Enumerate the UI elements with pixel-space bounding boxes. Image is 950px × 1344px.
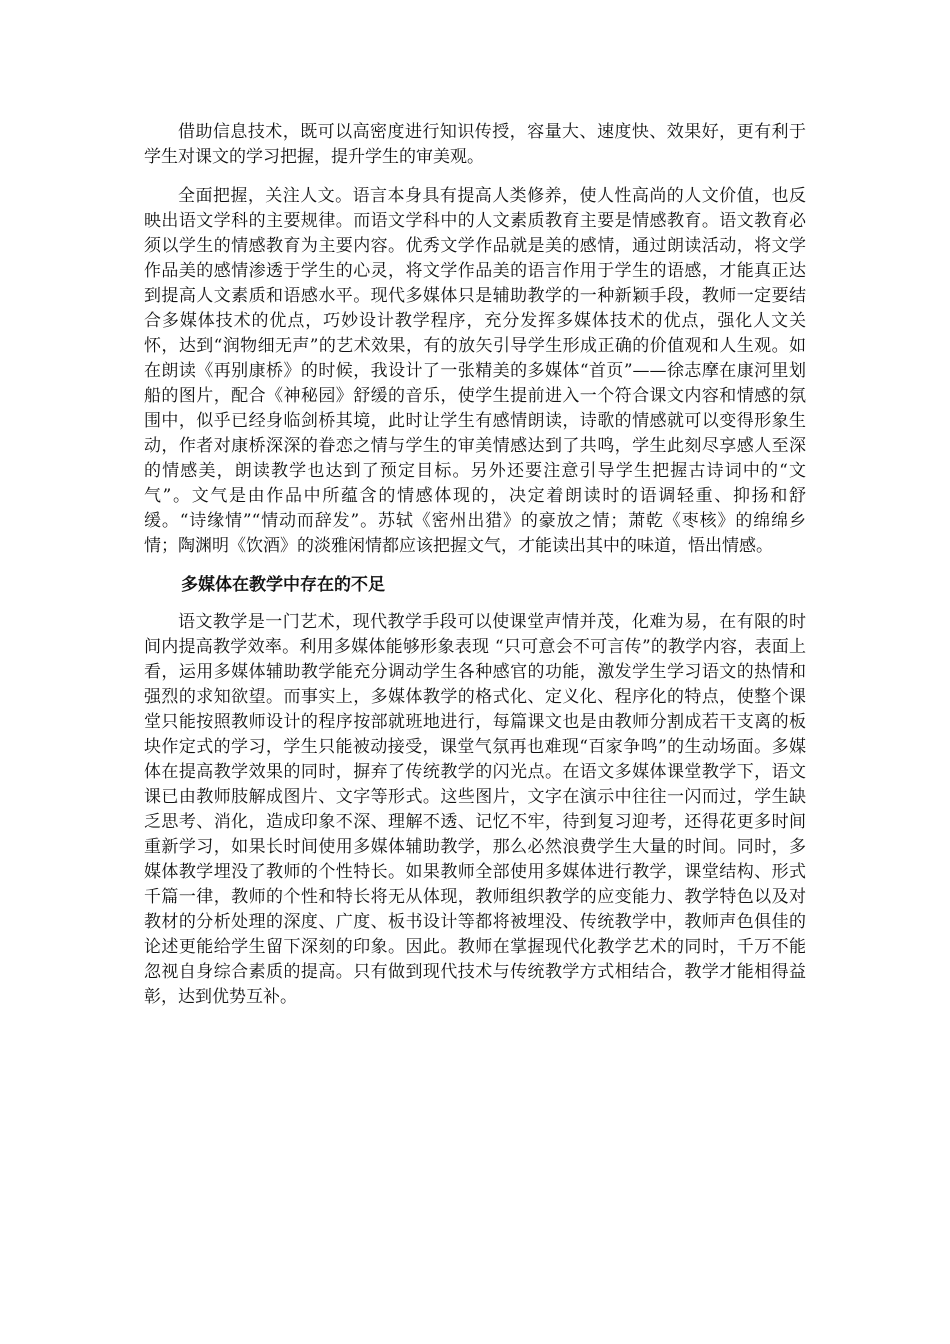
section-heading: 多媒体在教学中存在的不足: [181, 575, 385, 595]
document-page: [144, 120, 806, 1024]
paragraph-info-tech: 借助信息技术，既可以高密度进行知识传授，容量大、速度快、效果好，更有利于学生对课文的学习把握，提升学生的审美观。: [144, 122, 806, 167]
paragraph-humanities: 全面把握，关注人文。语言本身具有提高人类修养，使人性高尚的人文价值，也反映出语文学科的主要规律。而语文学科中的人文素质教育主要是情感教育。语文教育必须以学生的情感教育为主要内容。优秀文学作品就是美的感情，通过朗读活动，将文学作品美的感情渗透于学生的心灵，将文学作品美的语言作用于学生的语感，才能真正达到提高人文素质和语感水平。现代多媒体只是辅助教学的一种新颖手段，教师一定要结合多媒体技术的优点，巧妙设计教学程序，充分发挥多媒体技术的优点，强化人文关怀，达到“润物细无声”的艺术效果，有的放矢引导学生形成正确的价值观和人生观。如在朗读《再别康桥》的时候，我设计了一张精美的多媒体“首页”——徐志摩在康河里划船的图片，配合《神秘园》舒缓的音乐，使学生提前进入一个符合课文内容和情感的氛围中，似乎已经身临剑桥其境，此时让学生有感情朗读，诗歌的情感就可以变得形象生动，作者对康桥深深的眷恋之情与学生的审美情感达到了共鸣，学生此刻尽享感人至深的情感美，朗读教学也达到了预定目标。另外还要注意引导学生把握古诗词中的“文气”。文气是由作品中所蕴含的情感体现的，决定着朗读时的语调轻重、抑扬和舒缓。“诗缘情”“情动而辞发”。苏轼《密州出猎》的豪放之情；萧乾《枣核》的绵绵乡情；陶渊明《饮酒》的淡雅闲情都应该把握文气，才能读出其中的味道，悟出情感。: [144, 186, 806, 556]
paragraph-shortcomings: 语文教学是一门艺术，现代教学手段可以使课堂声情并茂，化难为易，在有限的时间内提高教学效率。利用多媒体能够形象表现 “只可意会不可言传”的教学内容，表面上看，运用多媒体辅助教学能充分调动学生各种感官的功能，激发学生学习语文的热情和强烈的求知欲望。而事实上，多媒体教学的格式化、定义化、程序化的特点，使整个课堂只能按照教师设计的程序按部就班地进行，每篇课文也是由教师分割成若干支离的板块作定式的学习，学生只能被动接受，课堂气氛再也难现“百家争鸣”的生动场面。多媒体在提高教学效果的同时，摒弃了传统教学的闪光点。在语文多媒体课堂教学下，语文课已由教师肢解成图片、文字等形式。这些图片，文字在演示中往往一闪而过，学生缺乏思考、消化，造成印象不深、理解不透、记忆不牢，待到复习迎考，还得花更多时间重新学习，如果长时间使用多媒体辅助教学，那么必然浪费学生大量的时间。同时，多媒体教学埋没了教师的个性特长。如果教师全部使用多媒体进行教学，课堂结构、形式千篇一律，教师的个性和特长将无从体现，教师组织教学的应变能力、教学特色以及对教材的分析处理的深度、广度、板书设计等都将被埋没、传统教学中，教师声色俱佳的论述更能给学生留下深刻的印象。因此。教师在掌握现代化教学艺术的同时，千万不能忽视自身综合素质的提高。只有做到现代技术与传统教学方式相结合，教学才能相得益彰，达到优势互补。: [144, 612, 806, 1007]
